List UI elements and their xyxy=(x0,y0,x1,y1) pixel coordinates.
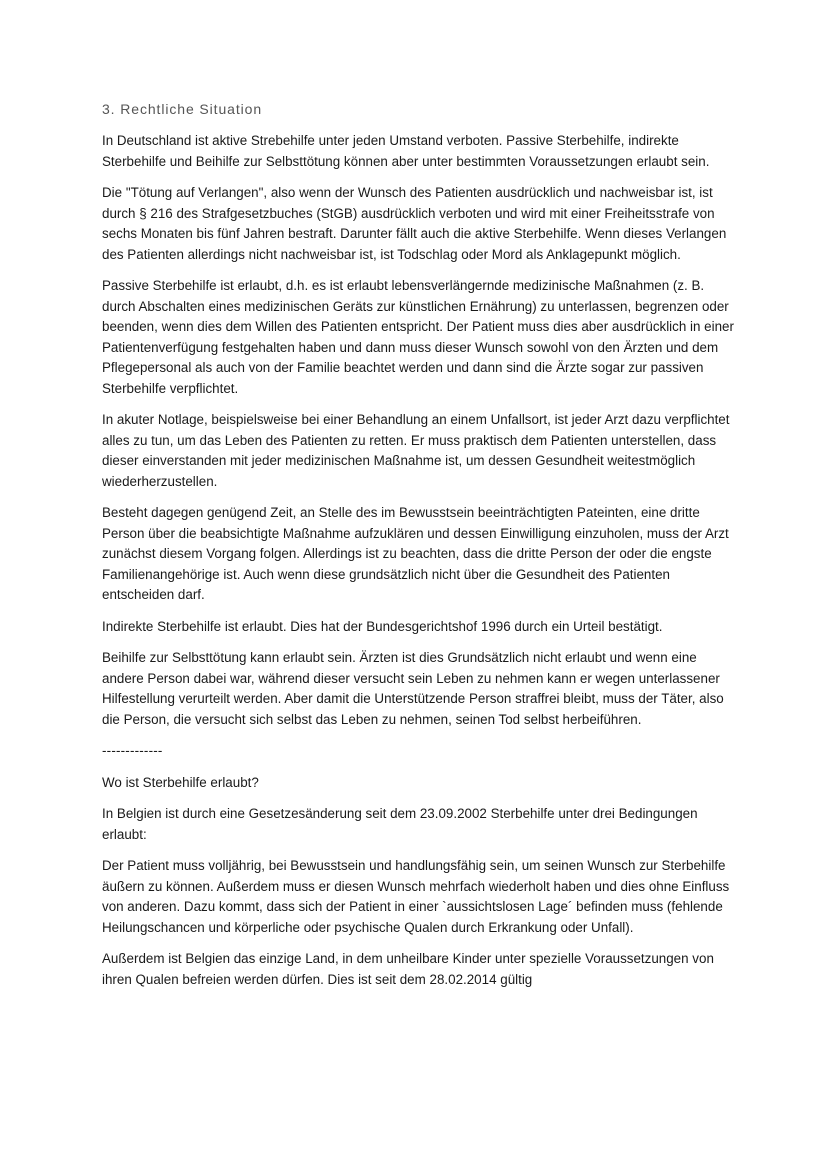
paragraph-belgien-gesetz: In Belgien ist durch eine Gesetzesänderung seit dem 23.09.2002 Sterbehilfe unter drei Bedingungen erlaubt: xyxy=(102,806,698,842)
paragraph-bedingungen: Der Patient muss volljährig, bei Bewusstsein und handlungsfähig sein, um seinen Wunsch zur Sterbehilfe äußern zu können. Außerdem muss er diesen Wunsch mehrfach wiederholt haben und dies ohne Einfluss von anderen. Dazu kommt, dass sich der Patient in einer `aussichtslosen Lage´ befinden muss (fehlende Heilungschancen und körperliche oder psychische Qualen durch Erkrankung oder Unfall). xyxy=(102,858,730,935)
paragraph-toetung-auf-verlangen: Die "Tötung auf Verlangen", also wenn der Wunsch des Patienten ausdrücklich und nachweisbar ist, ist durch § 216 des Strafgesetzbuches (StGB) ausdrücklich verboten und wird mit einer Freiheitsstrafe von sechs Monaten bis fünf Jahren bestraft. Darunter fällt auch die aktive Sterbehilfe. Wenn dieses Verlangen des Patienten allerdings nicht nachweisbar ist, ist Todschlag oder Mord als Anklagepunkt möglich. xyxy=(102,185,727,262)
paragraph-dritte-person: Besteht dagegen genügend Zeit, an Stelle des im Bewusstsein beeinträchtigten Pateinten, eine dritte Person über die beabsichtigte Maßnahme aufzuklären und dessen Einwilligung einzuholen, muss der Arzt zunächst diesem Vorgang folgen. Allerdings ist zu beachten, dass die dritte Person der oder die engste Familienangehörige ist. Auch wenn diese grundsätzlich nicht über die Gesundheit des Patienten entscheiden darf. xyxy=(102,505,729,602)
paragraph-beihilfe-selbsttoetung: Beihilfe zur Selbsttötung kann erlaubt sein. Ärzten ist dies Grundsätzlich nicht erlaubt und wenn eine andere Person dabei war, während dieser versucht sein Leben zu nehmen kann er wegen unterlassener Hilfestellung verurteilt werden. Aber damit die Unterstützende Person straffrei bleibt, muss der Täter, also die Person, die versucht sich selbst das Leben zu nehmen, seinen Tod selbst herbeiführen. xyxy=(102,650,724,727)
paragraph-aktive-sterbehilfe: In Deutschland ist aktive Strebehilfe unter jeden Umstand verboten. Passive Sterbehilfe, indirekte Sterbehilfe und Beihilfe zur Selbsttötung können aber unter bestimmten Voraussetzungen erlaubt sein. xyxy=(102,133,710,169)
paragraph-akute-notlage: In akuter Notlage, beispielsweise bei einer Behandlung an einem Unfallsort, ist jeder Arzt dazu verpflichtet alles zu tun, um das Leben des Patienten zu retten. Er muss praktisch dem Patienten unterstellen, dass dieser einverstanden mit jeder medizinischen Maßnahme ist, um dessen Gesundheit weitestmöglich wiederherzustellen. xyxy=(102,412,730,489)
paragraph-passive-sterbehilfe: Passive Sterbehilfe ist erlaubt, d.h. es ist erlaubt lebensverlängernde medizinische Maßnahmen (z. B. durch Abschalten eines medizinischen Geräts zur künstlichen Ernährung) zu unterlassen, begrenzen oder beenden, wenn dies dem Willen des Patienten entspricht. Der Patient muss dies aber ausdrücklich in einer Patientenverfügung festgehalten haben und dann muss dieser Wunsch sowohl von den Ärzten und dem Pflegepersonal als auch von der Familie beachtet werden und dann sind die Ärzte sogar zur passiven Sterbehilfe verpflichtet. xyxy=(102,278,734,396)
document-body xyxy=(102,98,734,1001)
subheading-wo-erlaubt: Wo ist Sterbehilfe erlaubt? xyxy=(102,774,259,790)
paragraph-indirekte-sterbehilfe: Indirekte Sterbehilfe ist erlaubt. Dies hat der Bundesgerichtshof 1996 durch ein Urteil bestätigt. xyxy=(102,618,663,634)
divider-line: ------------- xyxy=(102,743,163,758)
section-heading: 3. Rechtliche Situation xyxy=(102,101,263,117)
paragraph-kinder: Außerdem ist Belgien das einzige Land, in dem unheilbare Kinder unter spezielle Voraussetzungen von ihren Qualen befreien werden dürfen. Dies ist seit dem 28.02.2014 gültig xyxy=(102,951,714,987)
